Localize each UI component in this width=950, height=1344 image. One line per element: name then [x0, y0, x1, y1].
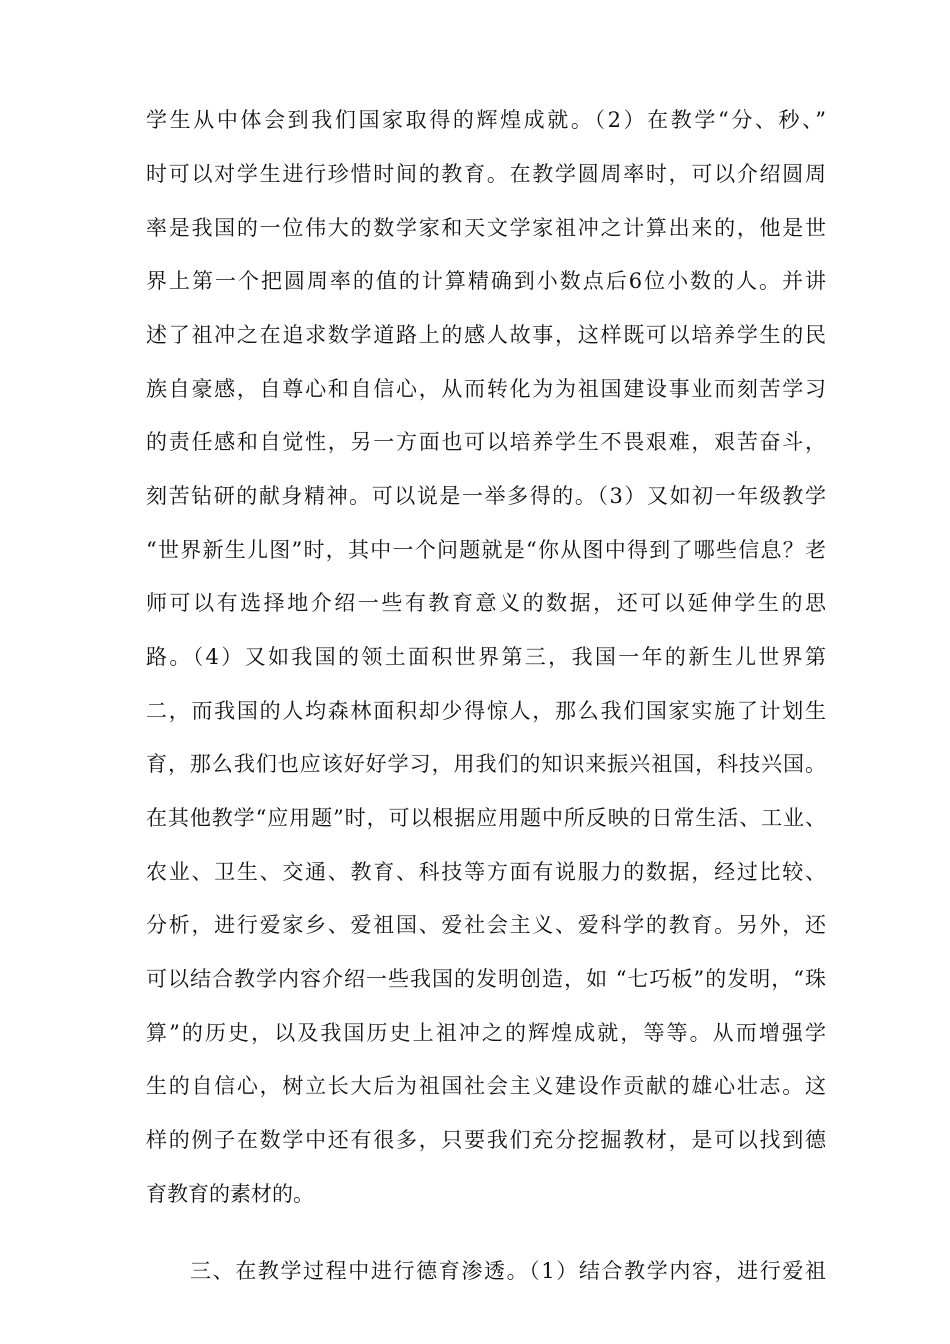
text-line: 生的自信心，树立长大后为祖国社会主义建设作贡献的雄心壮志。这 — [146, 1074, 826, 1098]
text-line: 刻苦钻研的献身精神。可以说是一举多得的。（3）又如初一年级教学 — [146, 484, 826, 508]
text-line: 学生从中体会到我们国家取得的辉煌成就。（2）在教学“分、秒、” — [146, 108, 826, 132]
text-line: 算”的历史，以及我国历史上祖冲之的辉煌成就，等等。从而增强学 — [146, 1021, 826, 1045]
text-line: 界上第一个把圆周率的值的计算精确到小数点后6位小数的人。并讲 — [146, 269, 826, 293]
text-line: 样的例子在数学中还有很多，只要我们充分挖掘教材，是可以找到德 — [146, 1128, 826, 1152]
text-line: 可以结合教学内容介绍一些我国的发明创造，如 “七巧板”的发明，“珠 — [146, 967, 826, 991]
text-line: 二，而我国的人均森林面积却少得惊人，那么我们国家实施了计划生 — [146, 699, 826, 723]
text-line: 时可以对学生进行珍惜时间的教育。在教学圆周率时，可以介绍圆周 — [146, 162, 826, 186]
text-line: 农业、卫生、交通、教育、科技等方面有说服力的数据，经过比较、 — [146, 860, 826, 884]
text-line: 育，那么我们也应该好好学习，用我们的知识来振兴祖国，科技兴国。 — [146, 752, 826, 776]
text-line: 的责任感和自觉性，另一方面也可以培养学生不畏艰难，艰苦奋斗， — [146, 430, 826, 454]
text-line: 育教育的素材的。 — [146, 1182, 314, 1206]
text-line: 述了祖冲之在追求数学道路上的感人故事，这样既可以培养学生的民 — [146, 323, 826, 347]
text-line: 路。（4）又如我国的领土面积世界第三，我国一年的新生儿世界第 — [146, 645, 826, 669]
text-line: “世界新生儿图”时，其中一个问题就是“你从图中得到了哪些信息？老 — [146, 538, 826, 562]
text-line: 师可以有选择地介绍一些有教育意义的数据，还可以延伸学生的思 — [146, 591, 826, 615]
text-line: 三、在教学过程中进行德育渗透。（1）结合教学内容，进行爱祖 — [190, 1259, 826, 1283]
text-line: 率是我国的一位伟大的数学家和天文学家祖冲之计算出来的，他是世 — [146, 216, 826, 240]
text-line: 分析，进行爱家乡、爱祖国、爱社会主义、爱科学的教育。另外，还 — [146, 913, 826, 937]
text-line: 在其他教学“应用题”时，可以根据应用题中所反映的日常生活、工业、 — [146, 806, 826, 830]
text-line: 族自豪感，自尊心和自信心，从而转化为为祖国建设事业而刻苦学习 — [146, 377, 826, 401]
